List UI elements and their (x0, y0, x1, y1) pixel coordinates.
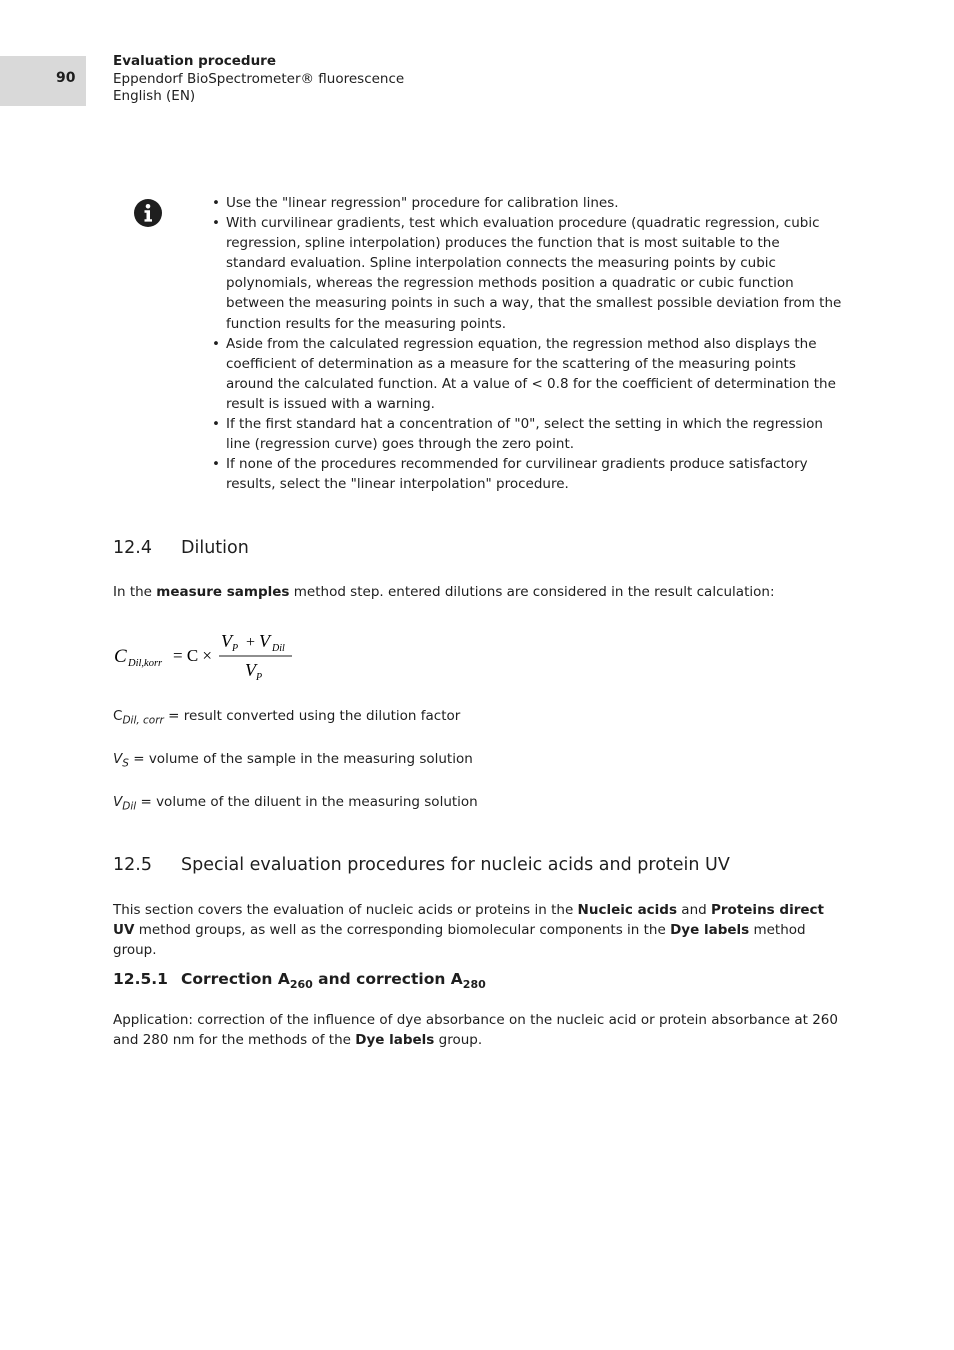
chapter-title: Evaluation procedure (113, 53, 276, 69)
definition-v-dil: $V_{Dil}$ = volume of the diluent in the measuring solution (113, 794, 478, 813)
subsection-number: 12.5.1 (113, 970, 168, 988)
note-item: • With curvilinear gradients, test which evaluation procedure (quadratic regression, cubic regression, spline interpolation) produces the function that is most suitable to the standard evaluation. Spline interpolation connects the measuring points by cubic polynomials, whereas the regression methods position a quadratic or cubic function between the measuring points in such a way, that the smallest possible deviation from the function results for the measuring points. (212, 213, 842, 334)
language-label: English (EN) (113, 88, 196, 104)
formula-vdil: V (259, 631, 270, 651)
measure-samples-term: measure samples (156, 584, 290, 600)
info-icon (134, 199, 162, 227)
correction-application-paragraph: Application: correction of the influence of dye absorbance on the nucleic acid or protein absorbance at 260 and 280 nm for the methods of the Dye labels group. (113, 1012, 838, 1049)
definition-v-s: $V_S$ = volume of the sample in the measuring solution (113, 751, 473, 770)
note-list (212, 193, 842, 494)
definition-c-dil-corr: $C_{Dil, corr}$ = result converted using the dilution factor (113, 708, 461, 727)
formula-vp-sub: P (232, 643, 239, 654)
formula-lhs-symbol: C (114, 646, 127, 667)
subsection-heading-correction (113, 970, 713, 996)
dye-labels-term: Dye labels (355, 1032, 435, 1049)
section-heading-dilution (113, 538, 713, 562)
page-number: 90 (56, 70, 76, 86)
product-name: Eppendorf BioSpectrometer® fluorescence (113, 70, 405, 87)
formula-vdil-sub: Dil (272, 643, 285, 654)
formula-denominator: V (245, 660, 256, 680)
dilution-intro: In the measure samples method step. entered dilutions are considered in the result calculation: (113, 584, 775, 600)
formula-vp: V (221, 631, 232, 651)
formula-denominator-sub: P (256, 672, 263, 683)
dilution-formula (113, 628, 298, 684)
running-header (113, 53, 404, 106)
note-item: • If none of the procedures recommended for curvilinear gradients produce satisfactory results, select the "linear interpolation" procedure. (212, 454, 842, 494)
note-item: • Aside from the calculated regression equation, the regression method also displays the coefficient of determination as a measure for the scattering of the measuring points around the calculated function. At a value of < 0.8 for the coefficient of determination the result is issued with a warning. (212, 334, 842, 414)
section-number: 12.5 (113, 855, 152, 875)
section-title: Dilution (181, 538, 249, 558)
special-evaluation-paragraph: This section covers the evaluation of nucleic acids or proteins in the Nucleic acids and Proteins direct UV method groups, as well as the corresponding biomolecular components in the Dye labels method group. (113, 902, 824, 959)
dye-labels-term: Dye labels (670, 922, 750, 939)
section-title: Special evaluation procedures for nucleic acids and protein UV (181, 855, 730, 875)
note-item: • Use the "linear regression" procedure for calibration lines. (212, 193, 842, 213)
formula-equals: = C × (173, 646, 213, 665)
note-item: • If the first standard hat a concentration of "0", select the setting in which the regression line (regression curve) goes through the zero point. (212, 414, 842, 454)
nucleic-acids-term: Nucleic acids (577, 902, 678, 918)
proteins-direct-uv-term: Proteins direct UV (113, 902, 824, 939)
section-heading-special-evaluation (113, 855, 833, 879)
formula-lhs-subscript: Dil,korr (128, 658, 163, 669)
section-number: 12.4 (113, 538, 152, 558)
subsection-title: Correction $A_{260}$ and correction $A_{280}$ (181, 970, 486, 992)
formula-plus: + (246, 634, 256, 651)
